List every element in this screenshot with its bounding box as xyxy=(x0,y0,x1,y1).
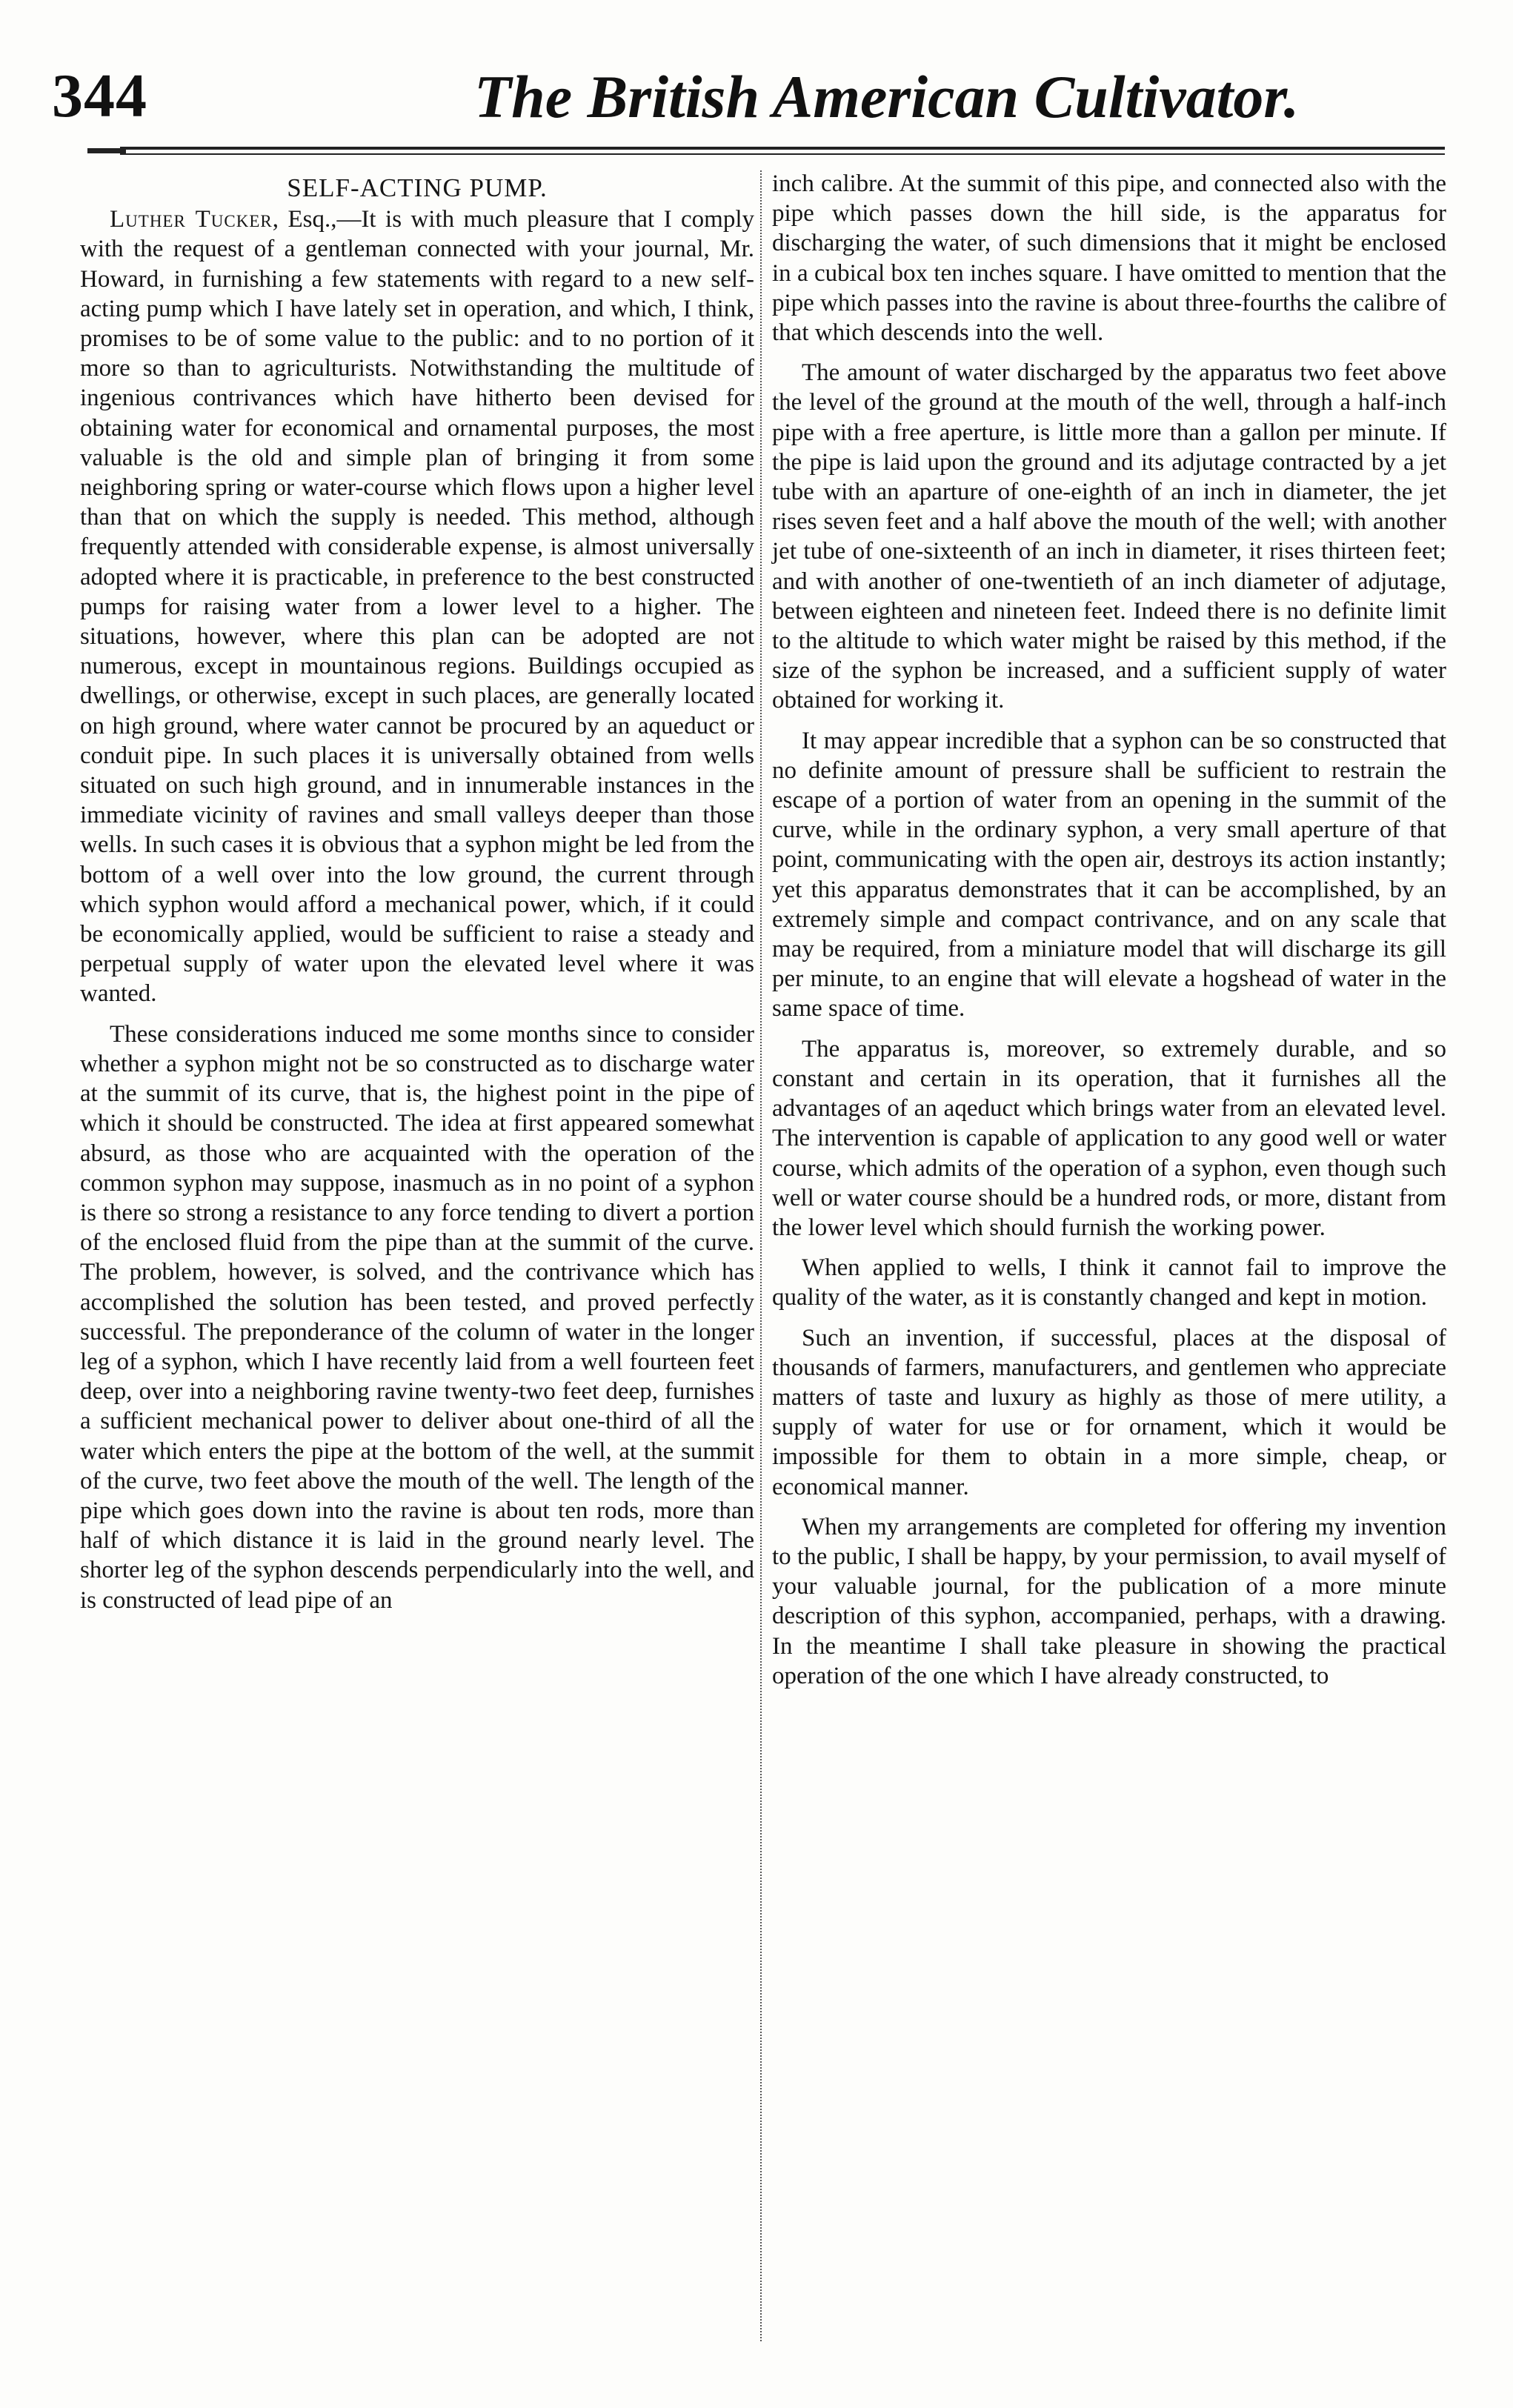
article-paragraph: It may appear incredible that a syphon can be so constructed that no definite amount of pressure shall be sufficient to restrain the escape of a portion of water from an opening in the summit of the curve, while in the ordinary syphon, a very small aperture of that point, communicating with the open air, destroys its action instantly; yet this apparatus demonstrates that it can be accomplished, by an extremely simple and compact contrivance, and on any scale that may be required, from a miniature model that will discharge its gill per minute, to an engine that will elevate a hogshead of water in the same space of time. xyxy=(772,727,1446,1022)
article-paragraph: These considerations induced me some months since to consider whether a syphon might not be so constructed as to discharge water at the summit of its curve, that is, the highest point in the pipe of which it should be constructed. The idea at first appeared somewhat absurd, as those who are acquainted with the operation of the common syphon may suppose, inasmuch as in no point of a syphon is there so strong a resistance to any force tending to divert a portion of the enclosed fluid from the pipe than at the summit of the curve. The problem, however, is solved, and the contrivance which has accomplished the solution has been tested, and proved perfectly successful. The preponderance of the column of water in the longer leg of a syphon, which I have recently laid from a well fourteen feet deep, over into a neighboring ravine twenty-two feet deep, furnishes a sufficient mechanical power to deliver about one-third of all the water which enters the pipe at the bottom of the well, at the summit of the curve, two feet above the mouth of the well. The length of the pipe which goes down into the ravine is about ten rods, more than half of which distance it is laid in the ground nearly level. The shorter leg of the syphon descends perpendicularly into the well, and is constructed of lead pipe of an xyxy=(80,1020,754,1614)
column-divider xyxy=(760,170,762,2341)
article-paragraph: When applied to wells, I think it cannot fail to improve the quality of the water, as it is constantly changed and kept in motion. xyxy=(772,1254,1446,1311)
article-paragraph: The amount of water discharged by the apparatus two feet above the level of the ground at the mouth of the well, through a half-inch pipe with a free aperture, is little more than a gallon per minute. If the pipe is laid upon the ground and its adjutage contracted by a jet tube with an aparture of one-eighth of an inch in diameter, the jet rises seven feet and a half above the mouth of the well; with another jet tube of one-sixteenth of an inch in diameter, it rises thirteen feet; and with another of one-twentieth of an inch diameter of adjutage, between eighteen and nineteen feet. Indeed there is no definite limit to the altitude to which water might be raised by this method, if the size of the syphon be increased, and a sufficient supply of water obtained for working it. xyxy=(772,359,1446,714)
page-number: 344 xyxy=(52,61,147,130)
article-paragraph-continued: inch calibre. At the summit of this pipe, and connected also with the pipe which passes down the hill side, is the apparatus for discharging the water, of such dimensions that it might be enclosed in a cubical box ten inches square. I have omitted to mention that the pipe which passes into the ravine is about three-fourths the calibre of that which descends into the well. xyxy=(772,170,1446,347)
article-title: SELF-ACTING PUMP. xyxy=(287,173,548,202)
article-paragraph xyxy=(80,204,754,1008)
salutation-name: Luther Tucker xyxy=(110,206,273,233)
header-rule xyxy=(120,147,1445,155)
salutation-text: , Esq.,—It is with much pleasure that I comply with the request of a gentleman connected with your journal, Mr. Howard, in furnishing a few statements with regard to a new self-acting pump which I have lately set in operation, and which, I think, promises to be of some value to the public: and to no portion of it more so than to agriculturists. Notwithstanding the multitude of ingenious contrivances which have hitherto been devised for obtaining water for economical and ornamental purposes, the most valuable is the old and simple plan of bringing it from some neighboring spring or water-course which flows upon a higher level than that on which the supply is needed. This method, although frequently attended with considerable expense, is almost universally adopted where it is practicable, in preference to the best constructed pumps for raising water from a lower level to a higher. The situations, however, where this plan can be adopted are not numerous, except in mountainous regions. Buildings occupied as dwellings, or otherwise, except in such places, are generally located on high ground, where water cannot be procured by an aqueduct or conduit pipe. In such places it is universally obtained from wells situated on such high ground, and in innumerable instances in the immediate vicinity of ravines and small valleys deeper than those wells. In such cases it is obvious that a syphon might be led from the bottom of a well over into the low ground, the current through which syphon would afford a mechanical power, which, if it could be economically applied, would be sufficient to raise a steady and perpetual supply of water upon the elevated level where it was wanted. xyxy=(80,206,754,1008)
article-paragraph: When my arrangements are completed for offering my invention to the public, I shall be happy, by your permission, to avail myself of your valuable journal, for the publication of a more minute description of this syphon, accompanied, perhaps, with a drawing. In the meantime I shall take pleasure in showing the practical operation of the one which I have already constructed, to xyxy=(772,1513,1446,1689)
running-title: The British American Cultivator. xyxy=(474,63,1300,130)
article-paragraph: The apparatus is, moreover, so extremely durable, and so constant and certain in its operation, that it furnishes all the advantages of an aqeduct which brings water from an elevated level. The intervention is capable of application to any good well or water course, which admits of the operation of a syphon, even though such well or water course should be a hundred rods, or more, distant from the lower level which should furnish the working power. xyxy=(772,1035,1446,1241)
article-paragraph: Such an invention, if successful, places at the disposal of thousands of farmers, manufacturers, and gentlemen who appreciate matters of taste and luxury as highly as those of mere utility, a supply of water for use or for ornament, which it would be impossible for them to obtain in a more simple, cheap, or economical manner. xyxy=(772,1324,1446,1500)
right-column xyxy=(772,169,1446,1701)
left-column xyxy=(80,169,754,1626)
